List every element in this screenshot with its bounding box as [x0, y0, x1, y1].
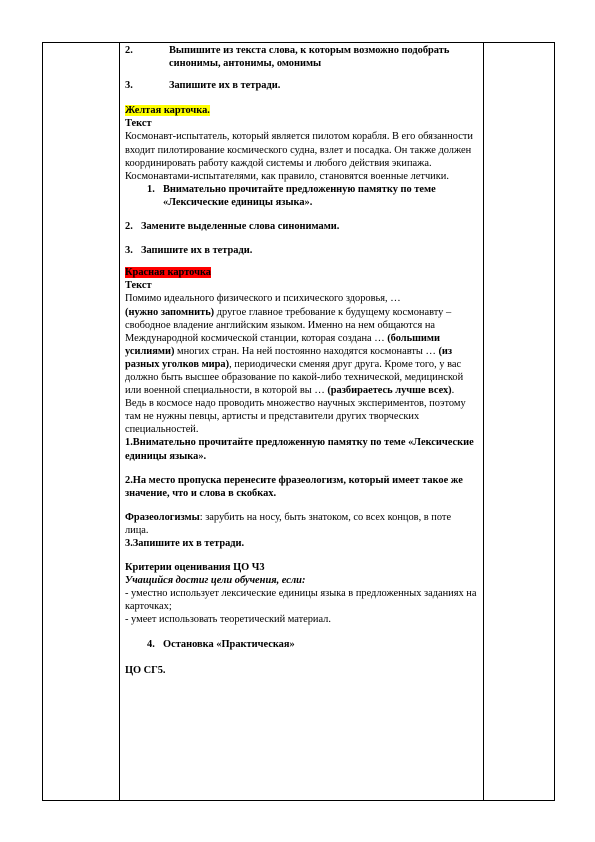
red-task-3: 3.Запишите их в тетради. — [125, 538, 245, 549]
task-text: Запишите их в тетради. — [169, 80, 281, 92]
phraseologisms-line — [125, 511, 477, 537]
criteria-item: - уместно использует лексические единицы языка в предложенных заданиях на карточках; — [125, 588, 477, 613]
red-card-title: Красная карточка — [125, 267, 211, 279]
column-divider-left — [119, 43, 120, 800]
red-card-body — [125, 292, 477, 436]
red-task-1: 1.Внимательно прочитайте предложенную памятку по теме «Лексические единицы языка». — [125, 437, 474, 462]
task-number: 2. — [125, 45, 133, 56]
footer-objective: ЦО СГ5. — [125, 664, 166, 676]
yellow-task-3 — [125, 244, 477, 257]
stop-text: Остановка «Практическая» — [163, 638, 295, 650]
red-body-phrase: (нужно запомнить) — [125, 306, 215, 318]
task-number: 3. — [125, 245, 133, 257]
task-text: Выпишите из текста слова, к которым возможно подобрать синонимы, антонимы, омонимы — [169, 45, 450, 70]
phraseologisms-text: : зарубить на носу, быть знатоком, со всех концов, в поте лица. — [125, 511, 452, 536]
task-number: 4. — [147, 638, 155, 650]
red-body-phrase: (разбираетесь лучше всех) — [327, 385, 452, 397]
red-body-segment: другое главное требование к будущему космонавту – свободное владение английским языком. Именно на нем общаются на Международной космической станции, которая создана … — [125, 306, 452, 344]
phraseologisms-label: Фразеологизмы — [125, 511, 200, 523]
red-card-text-label: Текст — [125, 280, 152, 292]
red-body-segment: , периодически сменяя друг друга. Кроме того, у вас должно быть высшее образование по какой-либо технической, медицинской или военной специальности, в которой вы … — [125, 358, 464, 397]
task-text: Запишите их в тетради. — [141, 245, 253, 257]
column-divider-right — [483, 43, 484, 800]
red-body-phrase: (из разных уголков мира) — [125, 345, 453, 370]
lesson-content — [125, 44, 477, 677]
task-number: 3. — [125, 80, 133, 92]
red-task-2: 2.На место пропуска перенесите фразеологизм, который имеет такое же значение, что и слова в скобках. — [125, 474, 463, 499]
stop-item — [125, 638, 477, 651]
red-body-phrase: (большими усилиями) — [125, 332, 440, 357]
yellow-task-2 — [125, 220, 477, 233]
yellow-card-title: Желтая карточка. — [125, 105, 210, 117]
task-number: 1. — [147, 183, 155, 195]
criteria-subtitle: Учащийся достиг цели обучения, если: — [125, 575, 306, 587]
red-body-segment: Помимо идеального физического и психического здоровья, … — [125, 293, 401, 305]
criteria-item: - умеет использовать теоретический материал. — [125, 614, 331, 626]
task-number: 2. — [125, 221, 133, 233]
red-body-segment: многих стран. На ней постоянно находятся космонавты … — [174, 345, 439, 357]
task-text: Внимательно прочитайте предложенную памятку по теме «Лексические единицы языка». — [163, 183, 436, 208]
yellow-card-text-label: Текст — [125, 118, 152, 130]
yellow-card-body: Космонавт-испытатель, который является пилотом корабля. В его обязанности входит пилотирование космического судна, взлет и посадка. Он также должен координировать работу каждой системы и любого действия экипажа. Космонавтами-испытателями, как правило, становятся военные летчики. — [125, 131, 473, 182]
yellow-task-1 — [125, 183, 477, 209]
task-text: Замените выделенные слова синонимами. — [141, 221, 340, 233]
task-item-3 — [125, 79, 477, 92]
criteria-title: Критерии оценивания ЦО Ч3 — [125, 562, 265, 574]
task-item-2 — [125, 44, 477, 70]
red-body-segment: . Ведь в космосе надо проводить множество научных экспериментов, поэтому там не нужны певцы, артисты и представители других творческих специальностей. — [125, 385, 466, 436]
